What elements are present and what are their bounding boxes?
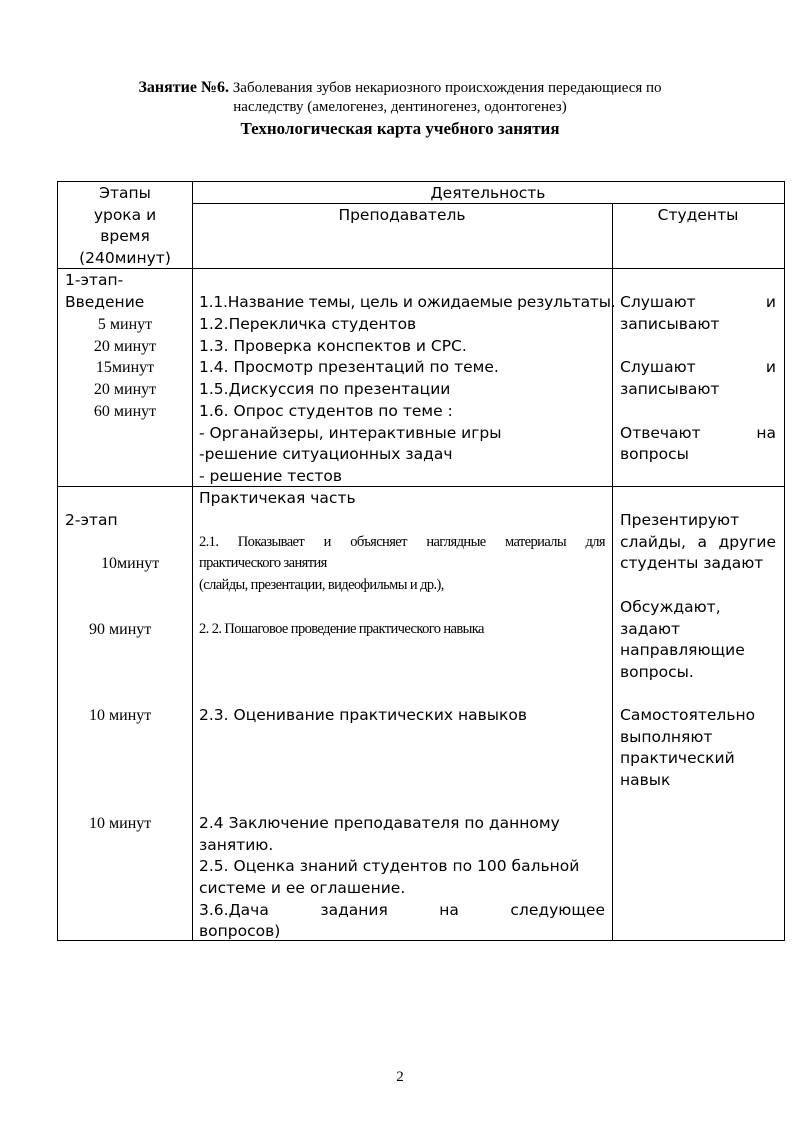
row1-stage-2: Введение — [65, 293, 145, 311]
row1-students-listen2-word2: и — [765, 358, 776, 376]
lesson-topic-line2: наследству (амелогенез, дентиногенез, одонтогенез) — [233, 99, 567, 115]
row2-students-discuss-2: задают — [620, 620, 681, 638]
row1-teacher-9: - решение тестов — [199, 467, 343, 485]
row2-students-self-2: выполняют — [620, 728, 713, 746]
row1-teacher-1: 1.1.Название темы, цель и ожидаемые результаты. — [199, 293, 616, 311]
row2-students-present-3: студенты задают — [620, 554, 764, 572]
row2-time-2: 90 минут — [89, 621, 152, 638]
table-border-top — [57, 181, 784, 182]
row1-time-3: 15минут — [95, 359, 155, 376]
row1-students-listen2-line2: записывают — [620, 380, 720, 398]
table-border-left — [57, 181, 58, 941]
row2-students-present-2-word1: слайды, — [620, 533, 686, 551]
header-stages-3: время — [100, 227, 150, 245]
row1-students-answer-word2: на — [756, 424, 776, 442]
row-divider-1 — [57, 486, 784, 487]
header-stages-1: Этапы — [99, 184, 151, 202]
row2-students-discuss-3: направляющие — [620, 641, 745, 659]
row1-students-listen1 — [620, 292, 776, 313]
row1-students-answer-line2: вопросы — [620, 445, 689, 463]
row1-teacher-8: -решение ситуационных задач — [199, 445, 453, 463]
row1-time-1: 5 минут — [97, 316, 153, 333]
header-teacher: Преподаватель — [338, 206, 466, 224]
row2-time-1: 10минут — [101, 555, 160, 572]
row1-teacher-4: 1.4. Просмотр презентаций по теме. — [199, 358, 499, 376]
row2-time-3: 10 минут — [89, 707, 152, 724]
lesson-topic: Заболевания зубов некариозного происхождения передающиеся по — [232, 80, 662, 96]
lesson-label: Занятие №6. — [138, 79, 230, 96]
row1-students-listen1-word2: и — [765, 293, 776, 311]
row2-teacher-3-6-line2: вопросов) — [199, 922, 281, 940]
row2-teacher-3-6-line1: 3.6.Дача задания на следующее — [199, 901, 605, 919]
row2-teacher-2-5-line2: системе и ее оглашение. — [199, 879, 406, 897]
header-activity: Деятельность — [430, 184, 546, 202]
row2-teacher-2-4-line2: занятию. — [199, 836, 274, 854]
row1-teacher-5: 1.5.Дискуссия по презентации — [199, 380, 451, 398]
column-divider-2 — [612, 203, 613, 941]
table-border-bottom — [57, 940, 784, 941]
row2-students-present-2-word3: другие — [718, 533, 776, 551]
row1-students-listen2 — [620, 357, 776, 378]
row2-students-present-2 — [620, 532, 776, 553]
row1-students-listen1-word1: Слушают — [620, 293, 696, 311]
row2-practical-heading: Практичекая часть — [199, 489, 356, 507]
row2-teacher-2-1-line1: 2.1. Показывает и объясняет наглядные материалы для — [199, 534, 605, 550]
row1-students-listen1-line2: записывают — [620, 315, 720, 333]
page-title: Технологическая карта учебного занятия — [240, 119, 560, 138]
row1-time-5: 60 минут — [93, 403, 157, 420]
row2-teacher-2-1-line3: (слайды, презентации, видеофильмы и др.), — [199, 577, 444, 593]
row2-students-self-4: навык — [620, 771, 671, 789]
row1-teacher-7: - Органайзеры, интерактивные игры — [199, 424, 502, 442]
row1-students-answer-word1: Отвечают — [620, 424, 701, 442]
row1-teacher-6: 1.6. Опрос студентов по теме : — [199, 402, 453, 420]
page-number: 2 — [396, 1069, 404, 1085]
row1-time-2: 20 минут — [93, 338, 157, 355]
row1-students-listen2-word1: Слушают — [620, 358, 696, 376]
row2-students-present-1: Презентируют — [620, 511, 740, 529]
row2-teacher-2-4-line1: 2.4 Заключение преподавателя по данному — [199, 814, 560, 832]
row1-teacher-2: 1.2.Перекличка студентов — [199, 315, 417, 333]
row1-teacher-3: 1.3. Проверка конспектов и СРС. — [199, 337, 467, 355]
row2-teacher-2-3: 2.3. Оценивание практических навыков — [199, 706, 527, 724]
row2-teacher-2-2: 2. 2. Пошаговое проведение практического навыка — [199, 621, 484, 637]
row2-students-discuss-1: Обсуждают, — [620, 598, 721, 616]
header-stages-2: урока и — [93, 206, 157, 224]
row2-students-present-2-word2: а — [697, 533, 707, 551]
row1-time-4: 20 минут — [93, 381, 157, 398]
row1-stage-1: 1-этап- — [65, 271, 124, 289]
row2-students-self-1: Самостоятельно — [620, 706, 756, 724]
row2-stage: 2-этап — [65, 511, 118, 529]
row2-time-4: 10 минут — [89, 815, 152, 832]
column-divider-1 — [192, 181, 193, 941]
header-stages-4: (240минут) — [79, 249, 171, 267]
row2-students-self-3: практический — [620, 749, 735, 767]
row2-teacher-2-5-line1: 2.5. Оценка знаний студентов по 100 бальной — [199, 857, 580, 875]
lesson-topic-line1 — [0, 77, 800, 99]
row2-teacher-2-1-line2: практического занятия — [199, 555, 327, 571]
row1-students-answer — [620, 423, 776, 444]
header-students: Студенты — [657, 206, 739, 224]
row2-students-discuss-4: вопросы. — [620, 663, 694, 681]
table-border-right — [784, 181, 785, 941]
